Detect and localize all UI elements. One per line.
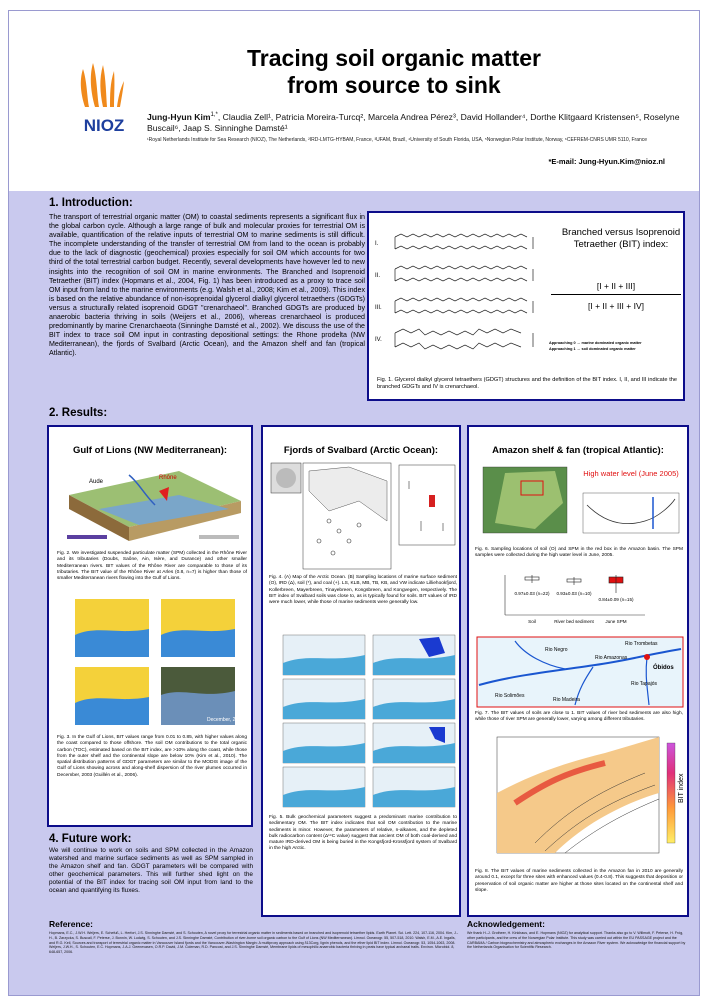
bit-note-soil: Approaching 1 → soil dominated organic matter <box>549 346 636 351</box>
fig7-caption: Fig. 7. The BIT values of soils are close to 1. BIT values of river bed sediments are also high, while those of river SPM are generally lower, varying among different tributaries. <box>475 711 683 723</box>
rhone-label: Rhône <box>159 475 177 481</box>
bit-numerator: [I + II + III] <box>596 281 636 291</box>
lead-author: Jung-Hyun Kim <box>147 111 211 122</box>
bit-denominator: [I + II + III + IV] <box>588 301 644 311</box>
river-trombetas: Rio Trombetas <box>625 641 658 647</box>
fig3-caption: Fig. 3. In the Gulf of Lions, BIT values range from 0.01 to 0.85, with higher values along the coast compared to those offshore. The soil OM contributions to the total organic carbon (TOC), estimated based on the BIT index, are >10% along the coast, while those from the outer shelf and the continental slope are below 10% (Kim et al., 2010). The spatial distribution patterns of GDGT parameters are similar to the MODIS image of the Gulf of Lions showing across and along-shelf dispersion of the river plumes occurred in December, 2003 (Guillén et al., 2006). <box>57 735 247 778</box>
title-line-2: from source to sink <box>287 72 501 98</box>
gulf-title: Gulf of Lions (NW Mediterranean): <box>72 445 228 456</box>
amazon-bit-boxplot <box>475 571 685 631</box>
affiliations: ¹Royal Netherlands Institute for Sea Research (NIOZ), The Netherlands, ²IRD-LMTG-HYBAM, France, ³UFAM, Brazil, ⁴University of South Florida, USA, ⁵Norwegian Polar Institute, Norway, ⁶CEFREM-CNRS UMR 5110, France <box>147 137 648 143</box>
aude-label: Aude <box>89 479 104 485</box>
modis-date: December, 2003 <box>207 717 244 723</box>
gdgt-structures <box>373 227 548 357</box>
obidos-label: Óbidos <box>653 665 674 671</box>
struct-label-1: I. <box>375 241 379 247</box>
river-amazonas: Rio Amazonas <box>595 655 628 661</box>
bit-notes <box>549 341 683 352</box>
fig1-box <box>367 211 685 401</box>
bit-value-riverbed: 0.93±0.03 (n=10) <box>556 591 592 596</box>
cat-riverbed: River bed sediment <box>554 619 594 624</box>
bit-value-soil: 0.97±0.03 (n=22) <box>514 591 550 596</box>
struct-label-3: III. <box>375 305 382 311</box>
svalbard-title: Fjords of Svalbard (Arctic Ocean): <box>283 445 439 456</box>
lead-author-sup: 1,* <box>210 112 218 118</box>
future-text: We will continue to work on soils and SPM collected in the Amazon watershed and marine surface sediments as well as SPM sampled in the Amazon shelf and fan. GDGT parameters will be compared with other geochemical parameters. This will further shed light on the potential of the BIT index for tracing soil OM input from land to the ocean and quantifying its fluxes. <box>49 847 253 895</box>
highwater-label: High water level (June 2005) <box>583 469 679 478</box>
poster <box>8 10 700 996</box>
gulf-box <box>47 425 253 827</box>
svalbard-maps <box>269 461 457 571</box>
title-line-1: Tracing soil organic matter <box>247 45 541 71</box>
bit-value-spm: 0.84±0.09 (n=15) <box>598 597 634 602</box>
colorbar-label: BIT index <box>678 773 685 803</box>
struct-label-2: II. <box>375 273 381 279</box>
svalbard-box <box>261 425 461 917</box>
fig1-caption: Fig. 1. Glycerol dialkyl glycerol tetraethers (GDGT) structures and the definition of the BIT index. I, II, and III indicate the branched GDGTs and IV is crenarchaeol. <box>377 377 677 390</box>
fig4-caption: Fig. 4. (A) Map of the Arctic Ocean. (B) Sampling locations of marine surface sediment (O), IRD (Δ), soil (*), and coal (+). LS, KLB, MB, TB, KB, and VW indicate Lilliehookfjord, Kollerbreen, Mayerbreen, Tinayebreen, Kongsbreen, and Kongvegen, respectively. The BIT index of Svalbard soils was close to, as is typically found for soils. BIT values of IRD were much lower, while those of marine sediments were generally low. <box>269 575 457 606</box>
contact-email: *E-mail: Jung-Hyun.Kim@nioz.nl <box>548 157 665 166</box>
fig8-caption: Fig. 8. The BIT values of marine sediments collected in the Amazon fan in 2010 are generally around 0.1, except for three sites with enhanced values (0.4-0.8). This suggests that deposition or preservation of soil organic matter are higher at those sites located on the continental shelf and slope. <box>475 869 683 893</box>
bit-note-marine: Approaching 0 → marine dominated organic matter <box>549 341 642 345</box>
svalbard-gdgt-maps <box>269 633 457 809</box>
ack-text: We thank H.-J. Grotheer, H. Kinkhaus, and E. Hopmans (NIOZ) for analytical support. Thanks also go to V. Willmott, F. Peterse, H. Fróg, other participants, and the crew of the Norwegian Polar Institute. This study was carried out within the EU PASSAGE project and the CARBAMA / Carbon biogeochemistry and atmospheric exchanges in the Amazon River system. We acknowledge the financial support by the Netherlands Organisation for Scientific Research. <box>467 931 686 950</box>
river-madeira: Rio Madeira <box>553 697 580 703</box>
reference-text: Hopmans, E.C., J.W.H. Weijers, E. Schefuß, L. Herfort, J.S. Sinninghe Damsté, and S. Schouten, A novel proxy for terrestrial organic matter in sediments based on branched and isoprenoid tetraether lipids. Earth Planet. Sci. Lett. 224, 107-116, 2004. Kim, J.-H., B. Zarzycka, S. Buscail, F. Peterse, J. Bonnin, W. Ludwig, S. Schouten, and J.S. Sinninghe Damsté, Contribution of river-borne soil organic carbon to the Gulf of Lions (NW Mediterranean). Limnol. Oceanogr. 55, 507-518, 2010. Walsh, E.M., A.E. Ingalls, and R.G. Keil, Sources and transport of terrestrial organic matter in Vancouver Island fjords and the Vancouver-Washington Margin: A multiproxy approach using δ13Corg, lignin phenols, and the ether lipid BIT index. Limnol. Oceanogr. 53, 1054-1063, 2008. Weijers, J.W.H., S. Schouten, E.C. Hopmans, J.A.J. Geenevasen, O.R.P. David, J.M. Coleman, R.D. Pancost, and J.S. Sinninghe Damsté, Membrane lipids of mesophilic anaerobic bacteria thriving in peats have typical archaeal traits. Environ. Microbiol. 8, 648-657, 2006. <box>49 931 459 955</box>
rhone-3d-map <box>59 465 245 547</box>
cat-soil: Soil <box>528 619 536 624</box>
river-tapajos: Rio Tapajós <box>631 681 658 687</box>
amazon-box <box>467 425 689 917</box>
amazon-title: Amazon shelf & fan (tropical Atlantic): <box>492 445 664 456</box>
intro-heading: 1. Introduction: <box>49 197 133 209</box>
ack-heading: Acknowledgement: <box>467 919 545 929</box>
fig6-caption: Fig. 6. Sampling locations of soil (O) and SPM in the red box in the Amazon basin. The SPM samples were collected during the high water level in June, 2005. <box>475 547 683 559</box>
amazon-fan-bit-map <box>475 733 685 863</box>
future-heading: 4. Future work: <box>49 833 132 845</box>
nioz-logo <box>69 61 139 141</box>
reference-heading: Reference: <box>49 919 93 929</box>
authors <box>147 110 695 134</box>
fig5-caption: Fig. 5. Bulk geochemical parameters suggest a predominant marine contribution to sedimentary OM. The BIT index indicates that soil OM contribution to the marine sediments is minor. However, the parameters of relative, n-alkanes, and the depleted bulk radiocarbon content (Δ¹⁴C value) suggest that ancient OM of both coal-derived and mature IRD-derived OM is being buried in the Kongsfjord-Krossfjord system of Svalbard in the high Arctic. <box>269 815 457 852</box>
struct-label-4: IV. <box>375 337 382 343</box>
header <box>9 11 699 191</box>
bit-fraction-line <box>551 294 681 295</box>
intro-text: The transport of terrestrial organic matter (OM) to coastal sediments represents a significant flux in the global carbon cycle. Although a large range of bulk and molecular proxies for terrestrial OM is available, quantification of the relative inputs of terrestrial OM to marine sediments is still difficult. The incomplete understanding of the transfer of terrestrial OM from land to the ocean is probably due to the lack of diagnostic (geochemical) proxies especially for soil OM which accounts for two third of the total terrestrial carbon budget. Recently, several developments have however led to new insights into the recognition of soil OM in marine environments. The Branched and Isoprenoid Tetraether (BIT) index (Hopmans et al., 2004, Fig. 1) has been introduced as a proxy to trace soil OM input from land to the marine environments (e.g. Walsh et al., 2008; Kim et al., 2009). This index is based on the relative abundance of non-isoprenoidal glycerol dialkyl glycerol tetraethers (GDGTs) versus a structurally related isoprenoid GDGT "crenarchaeol". Branched GDGTs are produced by anaerobic bacteria thriving in soils (Weijers et al., 2006), whereas crenarchaeol is produced predominantly by marine Crenarchaeota (Sinninghe Damsté et al., 2002). We discuss the use of the BIT index to trace soil OM input in contrasting depositional settings: the Rhone prodelta (NW Mediterranean), the fjords of Svalbard (Arctic Ocean), and the Amazon shelf and fan (tropical Atlantic). <box>49 213 365 358</box>
cat-spm: June SPM <box>605 619 627 624</box>
river-solimoes: Rio Solimões <box>495 693 525 699</box>
logo-text: NIOZ <box>83 116 125 135</box>
bit-title: Branched versus Isoprenoid Tetraether (BIT) index: <box>561 227 681 250</box>
poster-title <box>159 45 629 99</box>
co-authors: , Claudia Zell¹, Patricia Moreira-Turcq², Marcela Andrea Pérez³, David Hollander⁴, Dorthe Klitgaard Kristensen⁵, Roselyne Buscail⁶, Jaap S. Sinninghe Damsté¹ <box>147 111 680 133</box>
gulf-bit-maps <box>57 595 247 731</box>
fig2-caption: Fig. 2. We investigated suspended particulate matter (SPM) collected in the Rhône River and its tributaries (Doubs, Saône, Ain, Isère, and Durance) and other smaller Mediterranean rivers. BIT values of the Rhône River are comparable to those of its tributaries. The BIT value of the Rhône River at Arles (0.8, n=7) is higher than those of smaller Mediterranean rivers flowing into the Gulf of Lions. <box>57 551 247 582</box>
amazon-river-map <box>475 635 685 709</box>
results-heading: 2. Results: <box>49 407 108 419</box>
river-negro: Rio Negro <box>545 647 568 653</box>
